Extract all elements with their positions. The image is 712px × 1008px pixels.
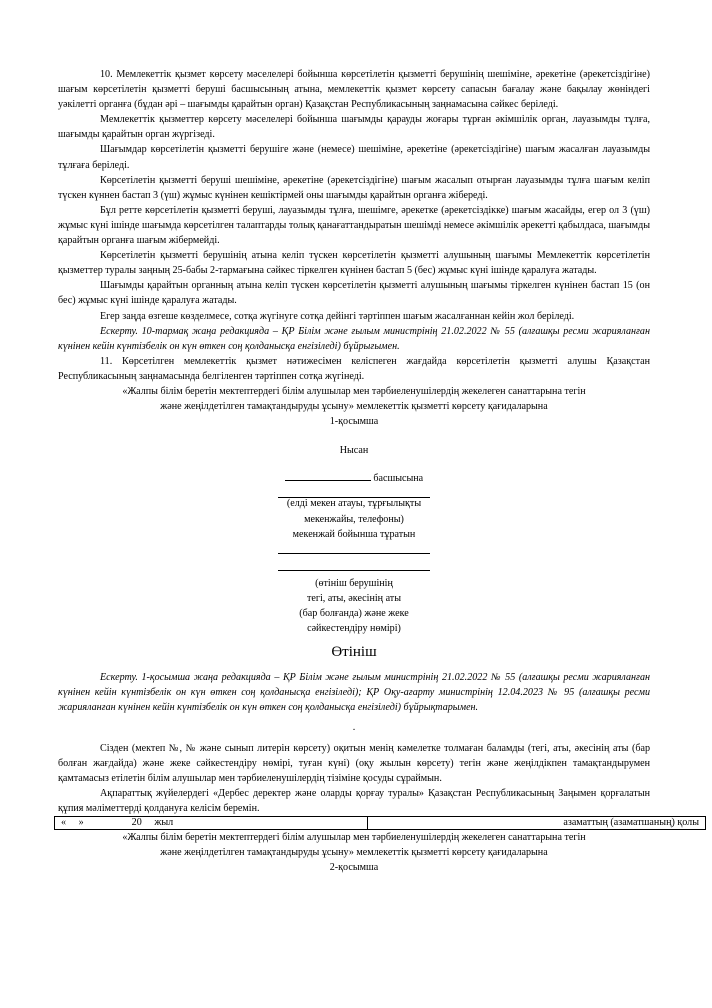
applicant-label: (бар болғанда) және жеке bbox=[299, 608, 409, 620]
signature-row bbox=[55, 817, 706, 830]
annex2-header bbox=[58, 830, 650, 875]
paragraph: Шағымдар көрсетілетін қызметті берушіге және (немесе) шешіміне, әрекетіне (әрекетсіздігіне) шағым жасалған лауазымды тұлғаға беріледі. bbox=[58, 144, 650, 171]
annex-number: 2-қосымша bbox=[329, 862, 379, 874]
amendment-note: Ескерту. 1-қосымша жаңа редакцияда – ҚР Білім және ғылым министрінің 21.02.2022 № 55 (алғашқы ресми жарияланған күнінен кейін күнтізбелік он күн өткен соң қолданысқа енгізіледі); ҚР Оқу-ағарту министрінің 12.04.2023 № 95 (алғашқы ресми жарияланған күнінен кейін күнтізбелік он күн өткен соң қолданысқа енгізіледі) бұйрықтарымен. bbox=[58, 672, 650, 714]
signature-cell: азаматтың (азаматшаның) қолы bbox=[368, 817, 706, 830]
paragraphs-top bbox=[58, 67, 650, 384]
request-body bbox=[58, 741, 650, 816]
paragraph: Бұл ретте көрсетілетін қызметті беруші, лауазымды тұлға, шешімге, әрекетке (әрекетсіздікке) шағым жасайды, егер ол 3 (үш) жұмыс күні ішінде шағымда көрсетілген талаптарды толық қанағаттандыратын шешімді немесе әкімшілік әрекетті қабылдаса, шағымды қарайтын органға шағым жібермейді. bbox=[58, 204, 650, 247]
annex-rules-line: «Жалпы білім беретін мектептердегі білім алушылар мен тәрбиеленушілердің жекелеген санаттарына тегін bbox=[122, 385, 586, 397]
annex-number: 1-қосымша bbox=[329, 416, 379, 428]
separator-dot: . bbox=[352, 721, 356, 733]
document-page bbox=[58, 67, 699, 875]
amendment-note: Ескерту. 10-тармақ жаңа редакцияда – ҚР Білім және ғылым министрінің 21.02.2022 № 55 (алғашқы ресми жарияланған күнінен кейін күнтізбелік он күн өткен соң қолданысқа енгізіледі) бұйрығымен. bbox=[58, 325, 650, 352]
applicant-label: сәйкестендіру нөмірі) bbox=[307, 623, 401, 635]
blank-line bbox=[285, 469, 371, 481]
blank-row bbox=[58, 542, 650, 559]
head-suffix: басшысына bbox=[370, 473, 424, 485]
date-cell: « » 20 жыл bbox=[55, 817, 368, 830]
paragraph: 11. Көрсетілген мемлекеттік қызмет нәтижесімен келіспеген жағдайда көрсетілетін қызметті алушы Қазақстан Республикасының заңнамасында белгіленген тәртіппен сотқа жүгінеді. bbox=[58, 355, 650, 382]
residing-label: мекенжай бойынша тұратын bbox=[292, 528, 416, 540]
paragraph: Көрсетілетін қызметті беруші шешіміне, әрекетіне (әрекетсіздігіне) шағым жасалып отырған лауазымды тұлға шағым келіп түскен күннен бастап 3 (үш) жұмыс күнінен кешіктірмей оны шағымды қарайтын органға жібереді. bbox=[58, 174, 650, 201]
annex1-header bbox=[58, 384, 650, 429]
address-label: (елді мекен атауы, тұрғылықты bbox=[286, 498, 422, 510]
paragraph: Мемлекеттік қызметтер көрсету мәселелері бойынша шағымды қарауды жоғары тұрған әкімшілік орган, лауазымды тұлға, шағымды қарайтын орган жүргізеді. bbox=[58, 114, 650, 141]
address-label: мекенжайы, телефоны) bbox=[304, 513, 404, 525]
applicant-label: тегі, аты, әкесінің аты bbox=[306, 593, 402, 604]
paragraph: Егер заңда өзгеше көзделмесе, сотқа жүгінуге сотқа дейінгі тәртіппен шағым жасалғаннан кейін жол беріледі. bbox=[100, 310, 575, 322]
paragraph: Көрсетілетін қызметті берушінің атына келіп түскен көрсетілетін қызметті алушының шағымы Мемлекеттік көрсетілетін қызметтер туралы заңның 25-бабы 2-тармағына сәйкес тіркелген күнінен бастап 5 (бес) жұмыс күні ішінде қаралуға жатады. bbox=[58, 250, 650, 277]
form-label: Нысан bbox=[339, 445, 369, 457]
form-block bbox=[58, 443, 650, 636]
paragraph: 10. Мемлекеттік қызмет көрсету мәселелері бойынша көрсетілетін қызметті берушінің шешіміне, әрекетіне (әрекетсіздігіне) шағым көрсетілетін қызметті беруші басшысының атына, мемлекеттік қызмет көрсету сапасын бағалау және бақылау жөніндегі уәкілетті органға (бұдан әрі – шағымды қарайтын орган) Қазақстан Республикасының заңнамасына сәйкес беріледі. bbox=[58, 69, 650, 111]
annex-rules-line: және жеңілдетілген тамақтандыруды ұсыну» мемлекеттік қызметті көрсету қағидаларына bbox=[160, 401, 548, 413]
blank-line bbox=[278, 542, 430, 554]
request-paragraph: Сізден (мектеп №, № және сынып литерін көрсету) оқитын менің кәмелетке толмаған баламды (тегі, аты, әкесінің аты (бар болған жағдайда) және жеке сәйкестендіру нөмірі, туған күні) (оқу жылын көрсету) тегін және жеңілдікпен тамақтандырумен қамтамасыз етілетін білім алушылар мен тәрбиеленушілердің тізіміне қосуды сұраймын. bbox=[58, 742, 650, 784]
blank-row bbox=[58, 559, 650, 576]
signature-table bbox=[54, 816, 706, 830]
annex-rules-line: «Жалпы білім беретін мектептердегі білім алушылар мен тәрбиеленушілердің жекелеген санаттарына тегін bbox=[122, 832, 586, 844]
consent-paragraph: Ақпараттық жүйелердегі «Дербес деректер және оларды қорғау туралы» Қазақстан Республикасының Заңымен қорғалатын құпия мәліметтерді қолдануға келісім беремін. bbox=[58, 787, 650, 814]
applicant-label: (өтініш берушінің bbox=[315, 577, 393, 589]
blank-row bbox=[58, 486, 650, 496]
blank-line bbox=[278, 559, 430, 571]
annex-rules-line: және жеңілдетілген тамақтандыруды ұсыну» мемлекеттік қызметті көрсету қағидаларына bbox=[160, 847, 548, 859]
paragraph: Шағымды қарайтын органның атына келіп түскен көрсетілетін қызметті алушының шағымы тіркелген күнінен бастап 15 (он бес) жұмыс күні ішінде қаралуға жатады. bbox=[58, 280, 650, 307]
document-title: Өтініш bbox=[331, 644, 377, 661]
head-line bbox=[58, 469, 650, 486]
